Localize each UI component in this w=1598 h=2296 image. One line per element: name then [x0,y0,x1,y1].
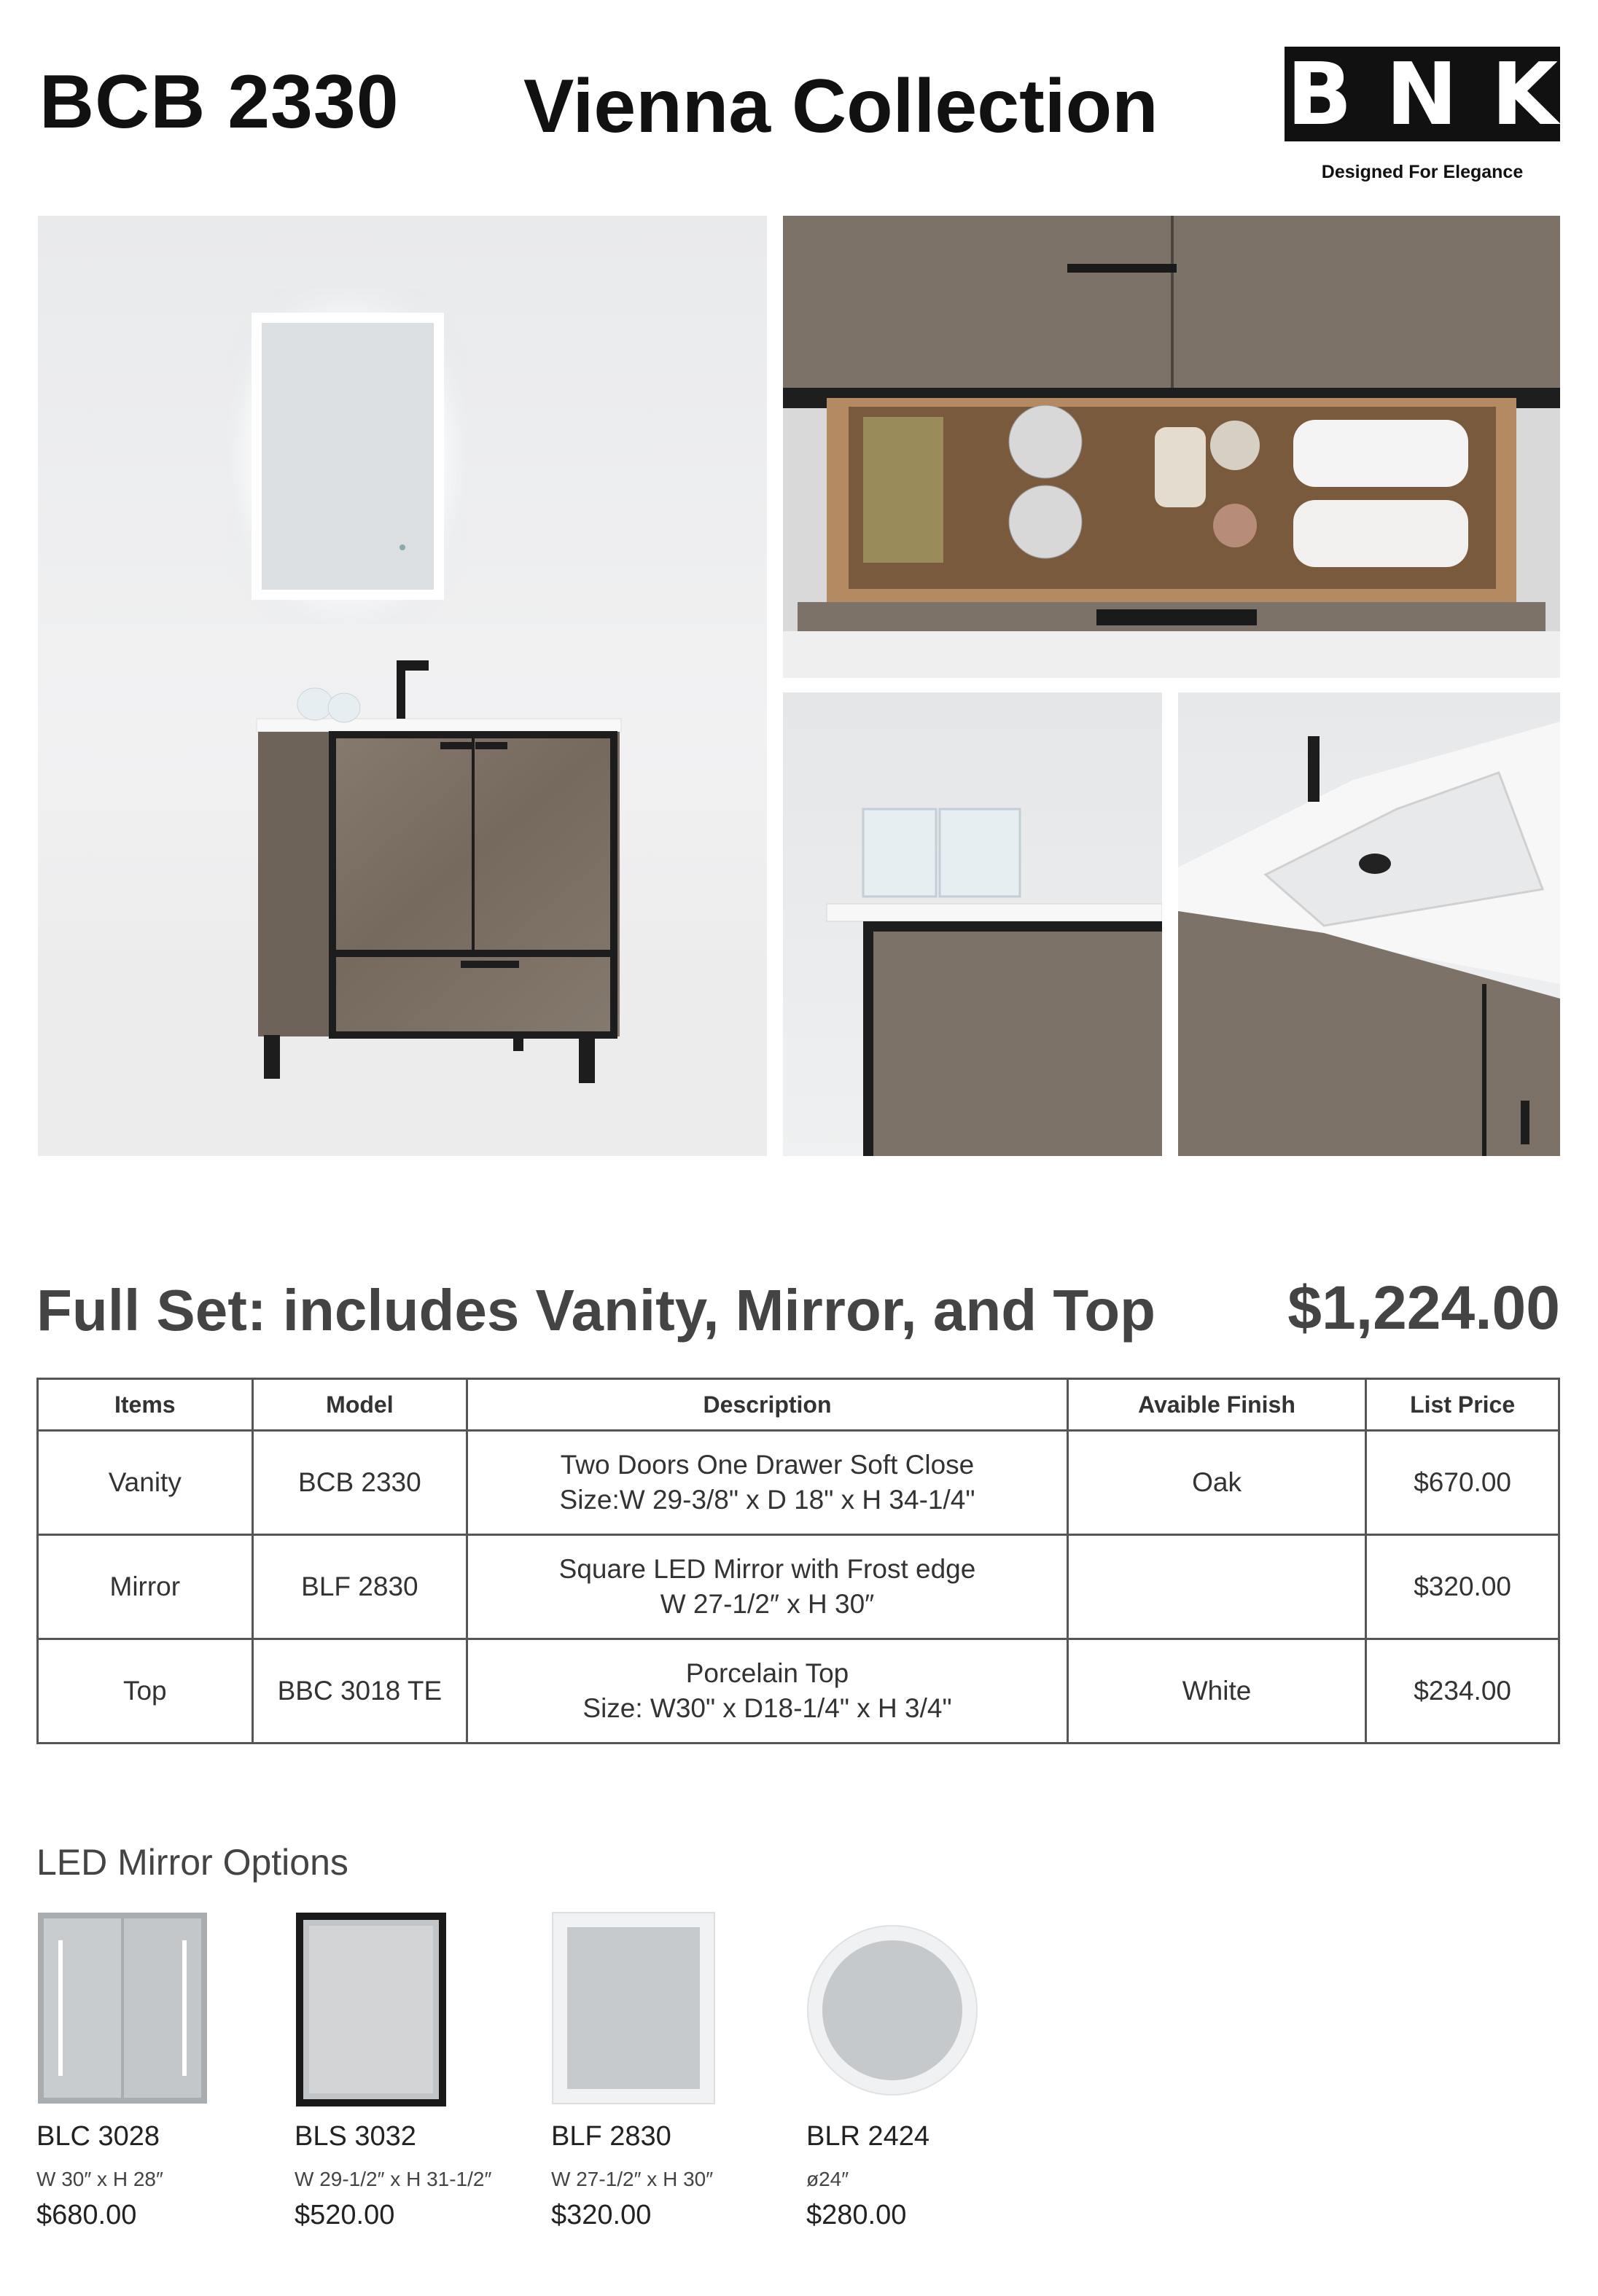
cell-description [467,1639,1068,1744]
cell-item: Vanity [38,1431,253,1535]
drawer-detail-photo [783,216,1560,678]
header-items: Items [38,1379,253,1431]
mirror-round-image [806,1911,978,2105]
mirror-touch-icon [400,544,405,550]
header-price: List Price [1366,1379,1559,1431]
mirror-cabinet-image [36,1911,208,2105]
header-description: Description [467,1379,1068,1431]
mirror-options-title: LED Mirror Options [36,1842,348,1883]
full-set-price: $1,224.00 [1287,1273,1560,1342]
drawer-item-glass [1009,405,1082,478]
brand-logo [1285,44,1592,144]
porcelain-top [257,719,621,732]
sink-side-photo [783,692,1162,1156]
cell-price: $234.00 [1366,1639,1559,1744]
description-line: W 27-1/2″ x H 30″ [660,1589,875,1619]
option-model: BLR 2424 [806,2121,930,2152]
door-handle [440,742,472,749]
cell-price: $320.00 [1366,1535,1559,1639]
mirror-frosted-image [551,1911,723,2105]
sink-faucet [1308,736,1320,802]
table-row [38,1535,1559,1639]
description-line: Size:W 29-3/8" x D 18" x H 34-1/4" [559,1485,975,1515]
cell-item: Mirror [38,1535,253,1639]
vanity-illustration [38,216,767,1156]
description-line: Square LED Mirror with Frost edge [558,1553,976,1584]
drawer-item-towel [1293,420,1468,487]
faucet [397,666,405,719]
cell-finish: White [1067,1639,1365,1744]
vanity-main-photo [38,216,767,1156]
option-model: BLS 3032 [295,2121,416,2152]
option-price: $280.00 [806,2200,907,2230]
mirror-option-card [36,1911,208,2230]
brand-tagline: Designed For Elegance [1321,162,1524,182]
mirror-option-card [551,1911,723,2230]
collection-title: Vienna Collection [523,64,1158,149]
cell-model: BBC 3018 TE [252,1639,467,1744]
table-row [38,1639,1559,1744]
description-line: Porcelain Top [685,1657,849,1688]
drawer-item-bottle [1155,427,1206,507]
cell-description [467,1535,1068,1639]
option-price: $520.00 [295,2200,395,2230]
sink-top-photo [1178,692,1560,1156]
drawer-handle [461,961,519,968]
option-size: W 29-1/2″ x H 31-1/2″ [295,2168,492,2190]
mirror-option-card [295,1911,492,2230]
model-code: BCB 2330 [39,60,400,144]
cabinet-leg [264,1035,280,1079]
led-mirror [257,318,439,595]
mirror-black-frame-image [295,1911,467,2105]
cell-model: BLF 2830 [252,1535,467,1639]
description-line: Two Doors One Drawer Soft Close [560,1449,975,1480]
sink-side-illustration [783,692,1162,1156]
drawer-illustration [783,216,1560,678]
cell-finish [1067,1535,1365,1639]
cell-price: $670.00 [1366,1431,1559,1535]
option-price: $680.00 [36,2200,137,2230]
option-price: $320.00 [551,2200,652,2230]
header-finish: Avaible Finish [1067,1379,1365,1431]
sink-top-illustration [1178,692,1560,1156]
table-row [38,1431,1559,1535]
full-set-title: Full Set: includes Vanity, Mirror, and Top [36,1278,1155,1343]
option-size: W 27-1/2″ x H 30″ [551,2168,714,2190]
option-model: BLC 3028 [36,2121,160,2152]
sink-drain [1359,854,1391,874]
brand-logo-text: BNK [1286,44,1592,144]
cell-model: BCB 2330 [252,1431,467,1535]
mirror-option-card [806,1911,978,2230]
cell-finish: Oak [1067,1431,1365,1535]
option-size: ø24″ [806,2168,849,2190]
cell-description [467,1431,1068,1535]
table-header-row [38,1379,1559,1431]
option-size: W 30″ x H 28″ [36,2168,163,2190]
drawer-item-box [863,417,943,563]
cell-item: Top [38,1639,253,1744]
option-model: BLF 2830 [551,2121,671,2152]
header-model: Model [252,1379,467,1431]
description-line: Size: W30" x D18-1/4" x H 3/4" [582,1693,952,1723]
spec-table [36,1378,1560,1744]
